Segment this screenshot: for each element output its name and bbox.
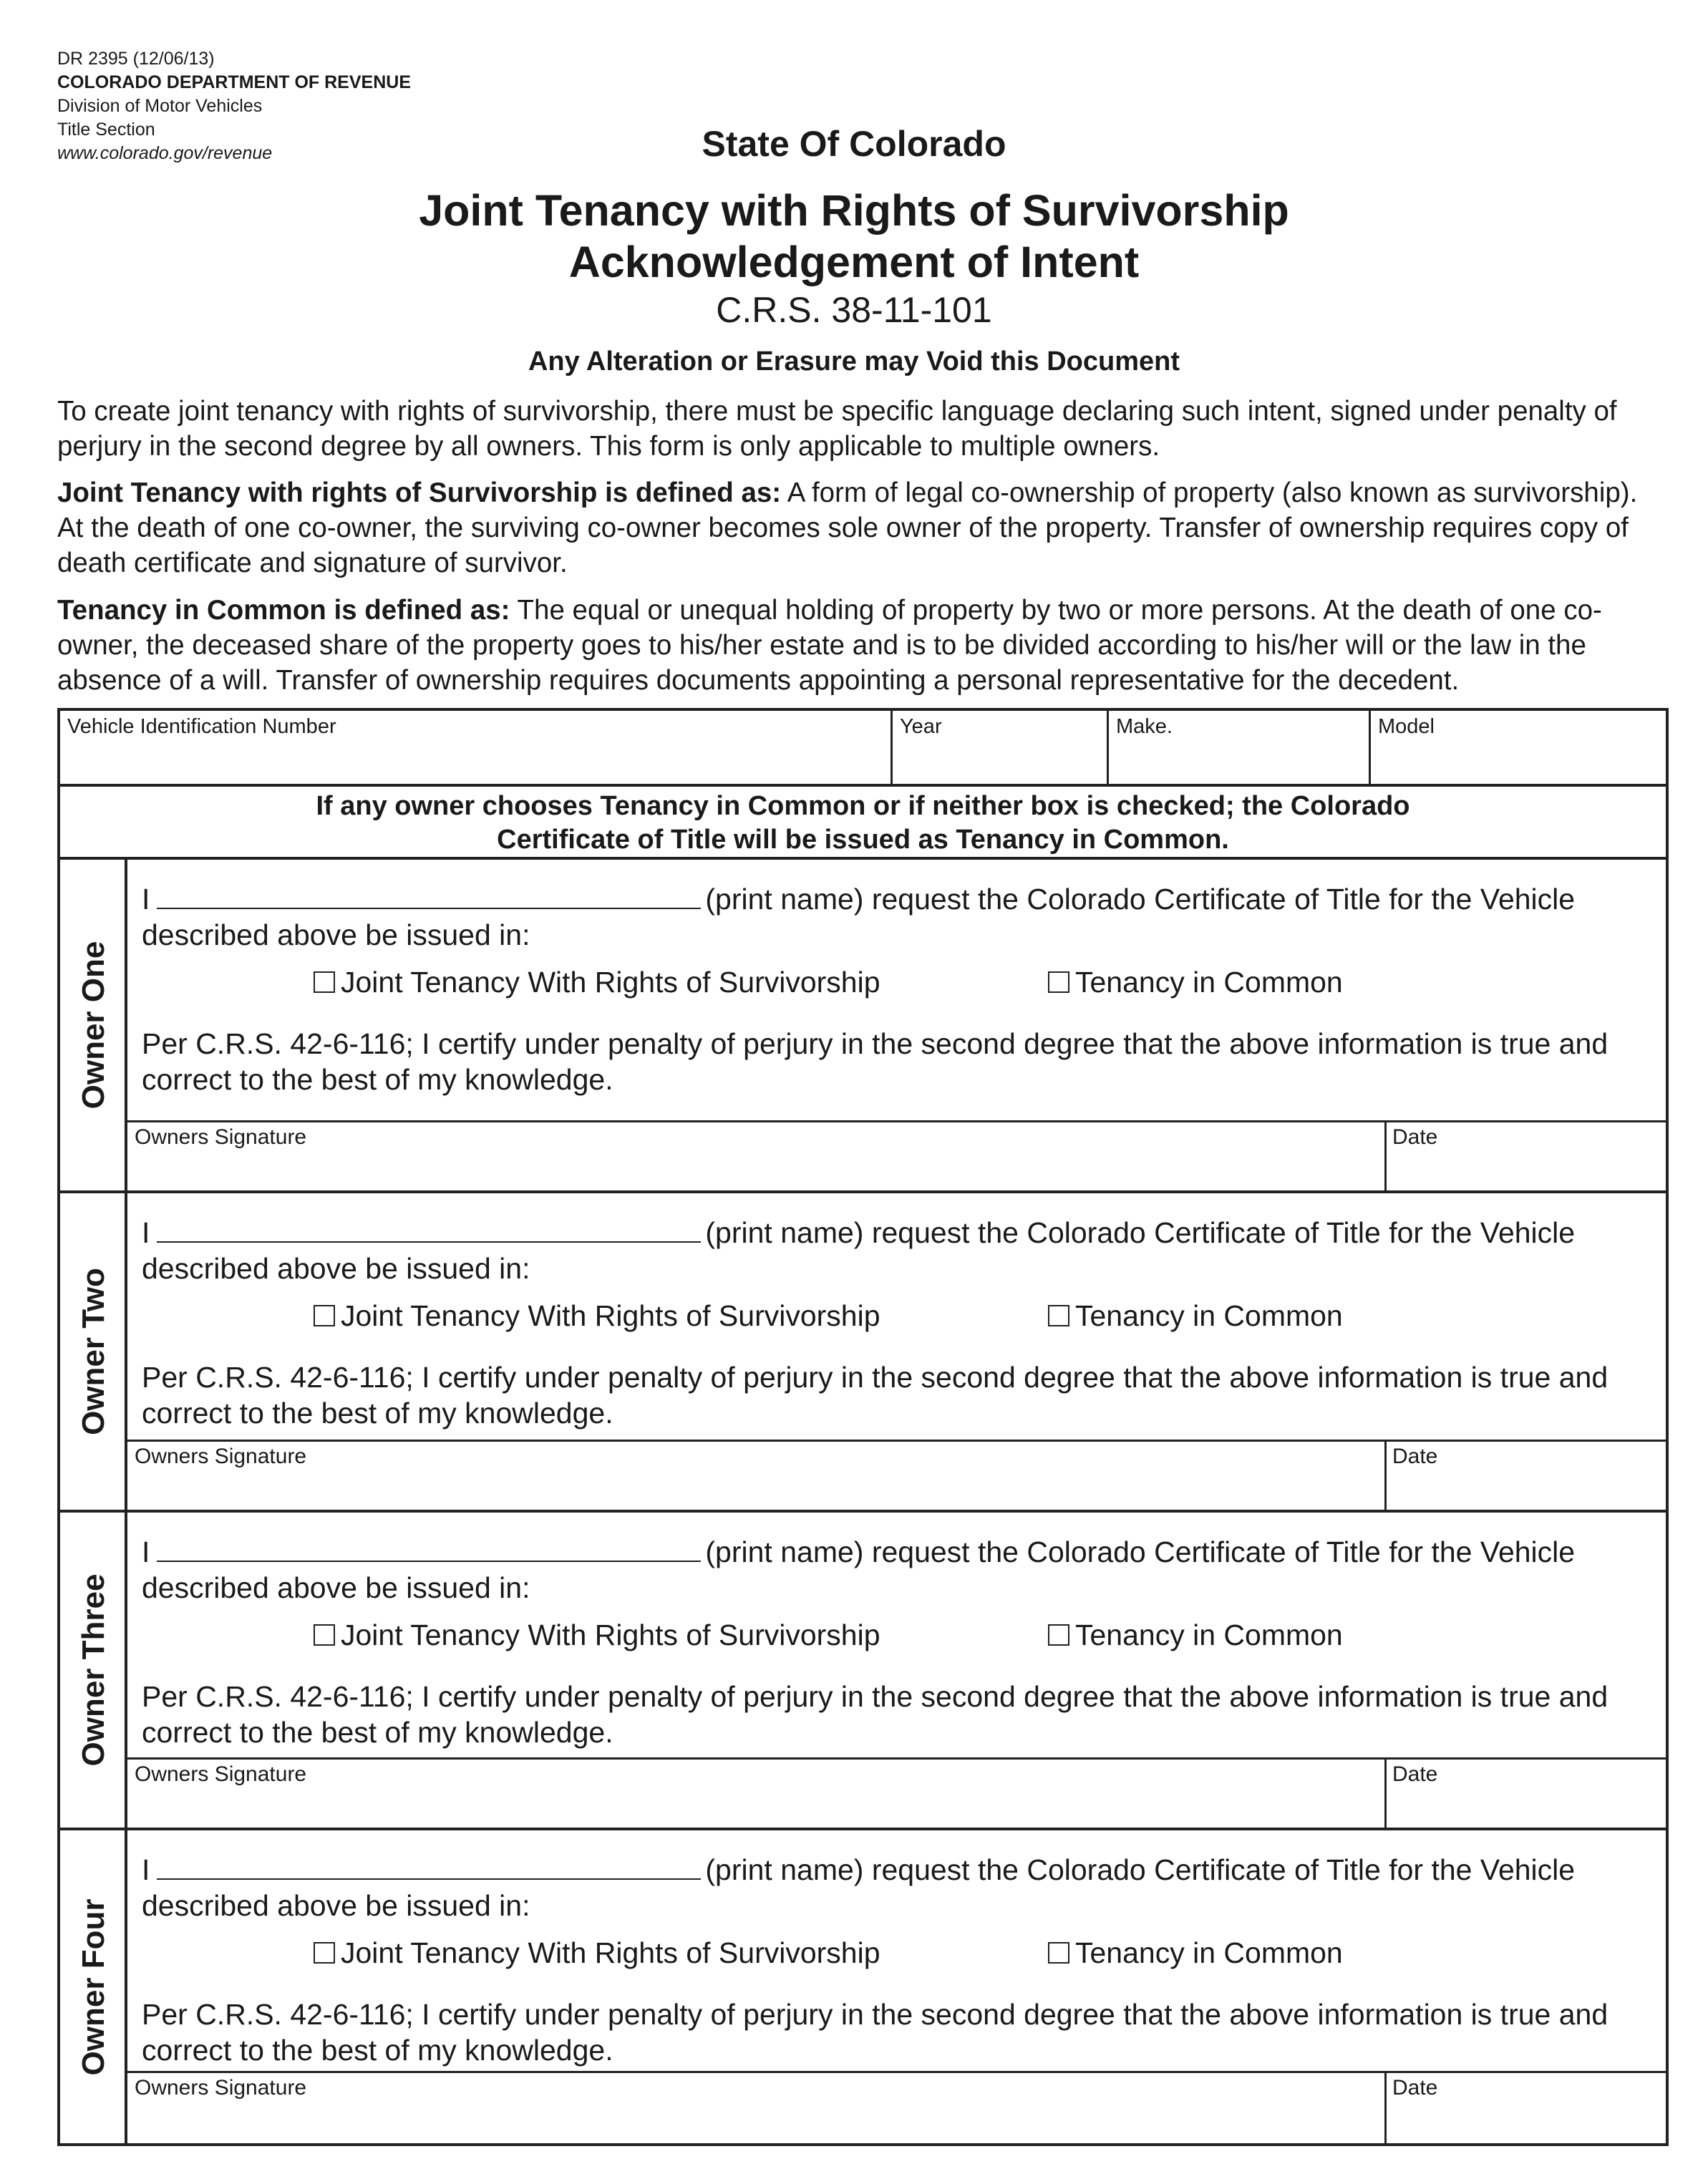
statute-reference: C.R.S. 38-11-101 [716, 290, 992, 330]
jt-option[interactable] [314, 964, 880, 1000]
date-label: Date [1392, 2076, 1438, 2100]
vin-label: Vehicle Identification Number [67, 715, 336, 738]
jt-checkbox[interactable] [314, 1942, 335, 1964]
owner-label: Owner One [76, 941, 111, 1110]
pronoun-i: I [142, 1853, 150, 1886]
form-table [57, 708, 1669, 2146]
print-name-field[interactable] [157, 882, 701, 909]
print-name-field[interactable] [157, 1215, 701, 1243]
jt-checkbox[interactable] [314, 1624, 335, 1646]
notice-line-1: If any owner chooses Tenancy in Common or if neither box is checked; the Colorado [316, 791, 1410, 821]
owner-label-cell [60, 1193, 127, 1510]
year-field[interactable] [891, 711, 1107, 784]
make-label: Make. [1116, 715, 1173, 738]
jt-definition-text: A form of legal co-ownership of property (also known as survivorship). At the death of one co-owner, the surviving co-owner becomes sole owner of the property. Transfer of ownership requires copy of death certificate and signature of survivor. [57, 477, 1638, 578]
section-name: Title Section [57, 120, 155, 140]
form-number: DR 2395 (12/06/13) [57, 49, 215, 69]
owner-section-3 [60, 1513, 1666, 1830]
tenancy-notice [60, 787, 1666, 860]
tic-option[interactable] [1048, 1617, 1343, 1653]
signature-label: Owners Signature [135, 2076, 307, 2100]
print-name-text: (print name) request the Colorado Certificate of Title for the Vehicle [705, 1216, 1576, 1249]
pronoun-i: I [142, 1535, 150, 1568]
signature-label: Owners Signature [135, 1762, 307, 1786]
signature-field[interactable] [135, 1122, 306, 1152]
certification-text: Per C.R.S. 42-6-116; I certify under penalty of perjury in the second degree that the above information is true and correct to the best of my knowledge. [142, 1998, 1608, 2067]
date-label: Date [1392, 1125, 1438, 1149]
tic-option[interactable] [1048, 1298, 1343, 1334]
certification-text: Per C.R.S. 42-6-116; I certify under penalty of perjury in the second degree that the above information is true and correct to the best of my knowledge. [142, 1680, 1608, 1749]
tic-checkbox[interactable] [1048, 971, 1069, 993]
owner-section-4 [60, 1830, 1666, 2143]
signature-row [127, 2071, 1666, 2144]
owner-label-cell [60, 1830, 127, 2143]
agency-name: COLORADO DEPARTMENT OF REVENUE [57, 72, 411, 92]
jt-checkbox[interactable] [314, 971, 335, 993]
owner-label-cell [60, 860, 127, 1190]
tic-option[interactable] [1048, 1935, 1343, 1971]
owner-label: Owner Two [76, 1268, 111, 1435]
tic-definition-text: The equal or unequal holding of property by two or more persons. At the death of one co-owner, the deceased share of the property goes to his/her estate and is to be divided according to his/her will or the law in the absence of a will. Transfer of ownership requires documents appointing a personal representative for the decedent. [57, 595, 1602, 696]
jt-checkbox[interactable] [314, 1305, 335, 1326]
vin-field[interactable] [60, 711, 891, 784]
described-text: described above be issued in: [142, 918, 530, 951]
print-name-field[interactable] [157, 1853, 701, 1880]
owner-section-2 [60, 1193, 1666, 1513]
owner-label: Owner Four [76, 1898, 111, 2075]
signature-label: Owners Signature [135, 1125, 307, 1149]
jt-option-label: Joint Tenancy With Rights of Survivorship [341, 966, 880, 999]
date-field[interactable] [1384, 1442, 1666, 1513]
described-text: described above be issued in: [142, 1889, 530, 1922]
tic-definition [57, 593, 1668, 698]
jt-definition [57, 475, 1668, 581]
vehicle-info-row [60, 711, 1666, 787]
tic-option-label: Tenancy in Common [1075, 1936, 1343, 1969]
certification-text: Per C.R.S. 42-6-116; I certify under penalty of perjury in the second degree that the above information is true and correct to the best of my knowledge. [142, 1361, 1608, 1430]
signature-label: Owners Signature [135, 1445, 307, 1468]
model-field[interactable] [1369, 711, 1666, 784]
state-title: State Of Colorado [702, 124, 1006, 164]
signature-field[interactable] [135, 1442, 306, 1472]
print-name-text: (print name) request the Colorado Certificate of Title for the Vehicle [705, 1853, 1576, 1886]
signature-row [127, 1440, 1666, 1513]
pronoun-i: I [142, 883, 150, 916]
signature-row [127, 1120, 1666, 1193]
date-field[interactable] [1384, 1760, 1666, 1830]
model-label: Model [1378, 715, 1435, 738]
date-field[interactable] [1384, 1122, 1666, 1193]
tic-term: Tenancy in Common is defined as: [57, 595, 510, 626]
jt-option[interactable] [314, 1298, 880, 1334]
signature-field[interactable] [135, 2073, 306, 2103]
jt-option[interactable] [314, 1617, 880, 1653]
division-name: Division of Motor Vehicles [57, 96, 263, 116]
tic-checkbox[interactable] [1048, 1305, 1069, 1326]
tic-option[interactable] [1048, 964, 1343, 1000]
print-name-field[interactable] [157, 1535, 701, 1562]
jt-option[interactable] [314, 1935, 880, 1971]
jt-term: Joint Tenancy with rights of Survivorship is defined as: [57, 477, 782, 508]
intro-paragraph: To create joint tenancy with rights of survivorship, there must be specific language declaring such intent, signed under penalty of perjury in the second degree by all owners. This form is only applicable to multiple owners. [57, 396, 1617, 462]
signature-row [127, 1757, 1666, 1830]
jt-option-label: Joint Tenancy With Rights of Survivorship [341, 1936, 880, 1969]
print-name-text: (print name) request the Colorado Certificate of Title for the Vehicle [705, 883, 1576, 916]
date-label: Date [1392, 1762, 1438, 1786]
print-name-text: (print name) request the Colorado Certificate of Title for the Vehicle [705, 1535, 1576, 1568]
certification-text: Per C.R.S. 42-6-116; I certify under penalty of perjury in the second degree that the above information is true and correct to the best of my knowledge. [142, 1027, 1608, 1096]
tic-option-label: Tenancy in Common [1075, 1619, 1343, 1651]
jt-option-label: Joint Tenancy With Rights of Survivorship [341, 1619, 880, 1651]
tic-option-label: Tenancy in Common [1075, 1299, 1343, 1332]
owner-label-cell [60, 1513, 127, 1828]
owner-section-1 [60, 860, 1666, 1193]
described-text: described above be issued in: [142, 1252, 530, 1285]
owner-label: Owner Three [76, 1573, 111, 1767]
title-line-2: Acknowledgement of Intent [568, 238, 1140, 286]
website-link[interactable]: www.colorado.gov/revenue [57, 143, 273, 163]
described-text: described above be issued in: [142, 1571, 530, 1604]
notice-line-2: Certificate of Title will be issued as Tenancy in Common. [497, 825, 1229, 855]
pronoun-i: I [142, 1216, 150, 1249]
tic-option-label: Tenancy in Common [1075, 966, 1343, 999]
document-title [0, 185, 1708, 288]
jt-option-label: Joint Tenancy With Rights of Survivorship [341, 1299, 880, 1332]
year-label: Year [900, 715, 942, 738]
title-line-1: Joint Tenancy with Rights of Survivorship [419, 186, 1289, 235]
date-field[interactable] [1384, 2073, 1666, 2144]
tic-checkbox[interactable] [1048, 1942, 1069, 1964]
alteration-warning: Any Alteration or Erasure may Void this Document [528, 346, 1180, 377]
date-label: Date [1392, 1445, 1438, 1468]
tic-checkbox[interactable] [1048, 1624, 1069, 1646]
signature-field[interactable] [135, 1760, 306, 1790]
make-field[interactable] [1107, 711, 1369, 784]
